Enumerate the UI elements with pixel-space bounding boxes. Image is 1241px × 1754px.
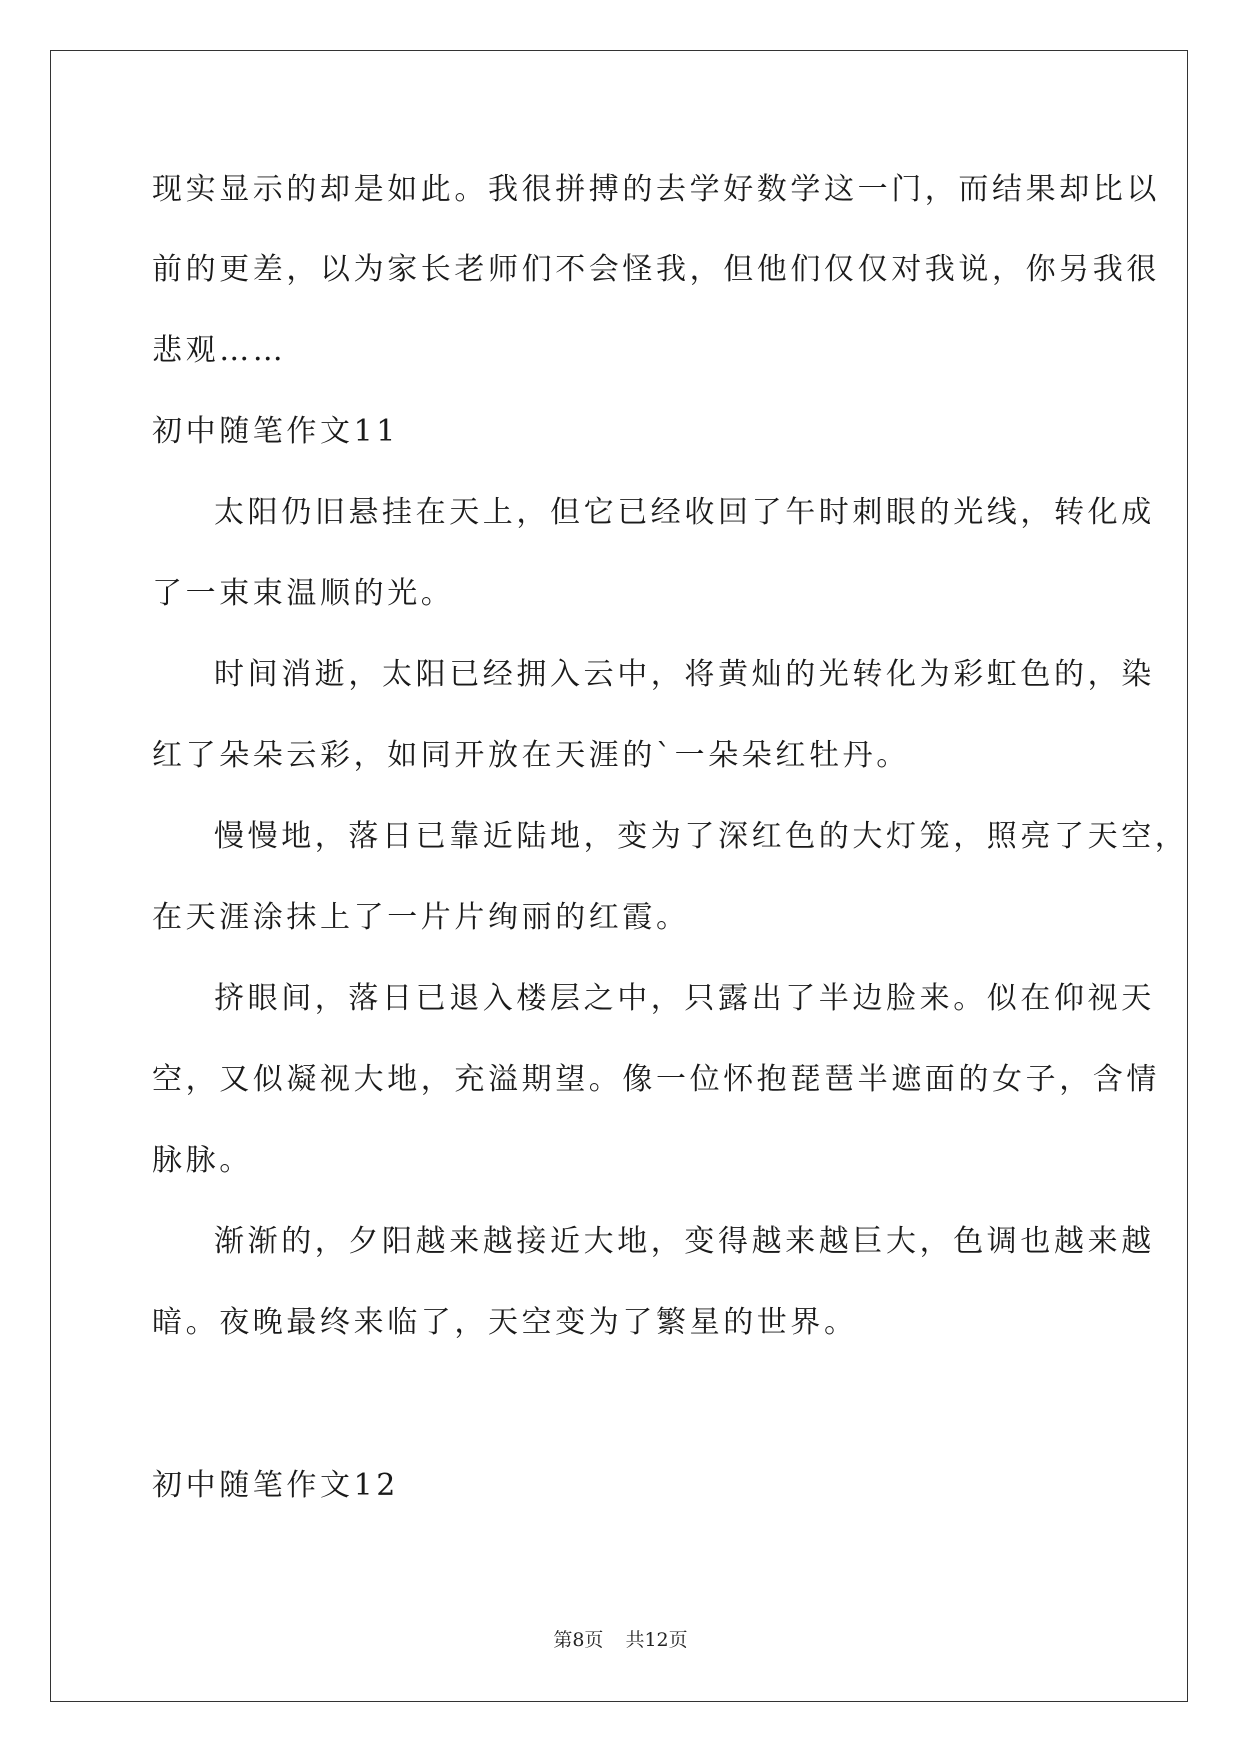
paragraph-line: 红了朵朵云彩，如同开放在天涯的`一朵朵红牡丹。 (152, 738, 910, 773)
paragraph-line: 空，又似凝视大地，充溢期望。像一位怀抱琵琶半遮面的女子，含情 (152, 1062, 1160, 1097)
paragraph-line: 前的更差，以为家长老师们不会怪我，但他们仅仅对我说，你另我很 (152, 252, 1160, 287)
section-heading: 初中随笔作文12 (152, 1468, 399, 1503)
paragraph-line: 暗。夜晚最终来临了，天空变为了繁星的世界。 (152, 1305, 858, 1340)
page-number-total: 共12页 (625, 1629, 688, 1651)
page-number-current: 第8页 (553, 1629, 604, 1651)
paragraph-line: 挤眼间，落日已退入楼层之中，只露出了半边脸来。似在仰视天 (214, 981, 1155, 1016)
paragraph-line: 了一束束温顺的光。 (152, 576, 455, 611)
paragraph-line: 悲观…… (152, 333, 287, 368)
paragraph-line: 在天涯涂抹上了一片片绚丽的红霞。 (152, 900, 690, 935)
page-border (50, 50, 1188, 1702)
paragraph-line: 时间消逝，太阳已经拥入云中，将黄灿的光转化为彩虹色的，染 (214, 657, 1155, 692)
paragraph-line: 太阳仍旧悬挂在天上，但它已经收回了午时刺眼的光线，转化成 (214, 495, 1155, 530)
paragraph-line: 渐渐的，夕阳越来越接近大地，变得越来越巨大，色调也越来越 (214, 1224, 1155, 1259)
page-footer (0, 1628, 1241, 1652)
section-heading: 初中随笔作文11 (152, 414, 399, 449)
paragraph-line: 现实显示的却是如此。我很拼搏的去学好数学这一门，而结果却比以 (152, 172, 1160, 207)
paragraph-line: 慢慢地，落日已靠近陆地，变为了深红色的大灯笼，照亮了天空， (214, 819, 1189, 854)
paragraph-line: 脉脉。 (152, 1143, 253, 1178)
